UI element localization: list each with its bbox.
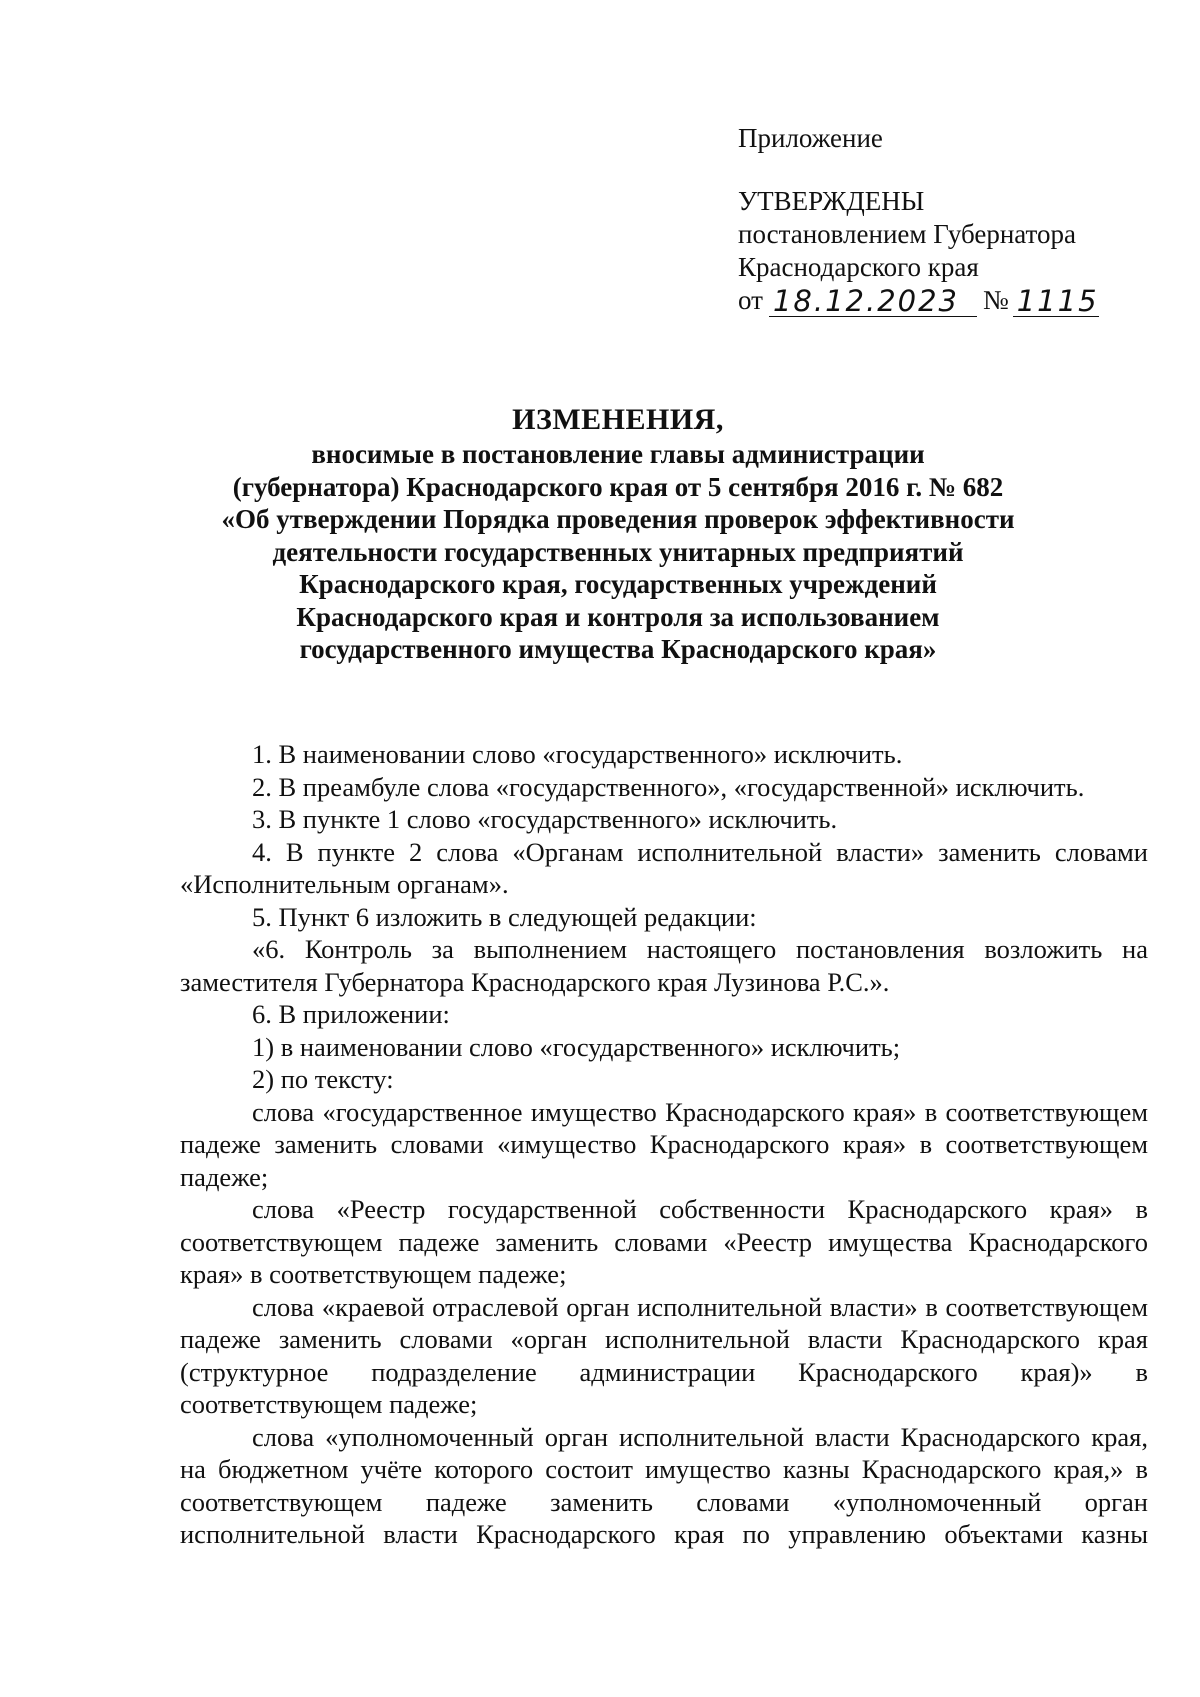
approval-block [738, 122, 1158, 317]
paragraph: 6. В приложении: [252, 999, 450, 1029]
title-line: Краснодарского края и контроля за использованием [296, 601, 940, 632]
title-line: вносимые в постановление главы администрации [311, 439, 925, 469]
approval-date-line [738, 284, 1158, 317]
approved-label: УТВЕРЖДЕНЫ [738, 186, 925, 216]
handwritten-number: 1115 [1013, 286, 1099, 317]
paragraph: 1) в наименовании слово «государственного» исключить; [252, 1031, 901, 1062]
paragraph: «6. Контроль за выполнением настоящего постановления возложить на заместителя Губернатора Краснодарского края Лузинова Р.С.». [180, 934, 1148, 997]
document-body [180, 738, 1148, 1551]
document-title [150, 402, 1086, 666]
approved-by-line-1: постановлением Губернатора [738, 219, 1076, 249]
approval-spacer [738, 155, 1158, 185]
paragraph: слова «Реестр государственной собственности Краснодарского края» в соответствующем падеже заменить словами «Реестр имущества Краснодарского края» в соответствующем падеже; [180, 1194, 1148, 1289]
paragraph: 3. В пункте 1 слово «государственного» исключить. [252, 804, 838, 834]
paragraph: 2. В преамбуле слова «государственного», «государственной» исключить. [252, 771, 1085, 802]
title-line: Краснодарского края, государственных учреждений [299, 569, 937, 599]
title-main: ИЗМЕНЕНИЯ, [512, 403, 724, 436]
handwritten-date: 18.12.2023 [769, 286, 977, 317]
from-prefix: от [738, 285, 763, 315]
paragraph: слова «краевой отраслевой орган исполнительной власти» в соответствующем падеже заменить словами «орган исполнительной власти Краснодарского края (структурное подразделение администрации Краснодарского края)» в соответствующем падеже; [180, 1291, 1148, 1419]
paragraph: 5. Пункт 6 изложить в следующей редакции: [252, 901, 757, 932]
title-line: государственного имущества Краснодарского края» [299, 634, 937, 664]
number-sign: № [982, 285, 1009, 315]
appendix-label: Приложение [738, 123, 883, 153]
paragraph: слова «уполномоченный орган исполнительной власти Краснодарского края, на бюджетном учёте которого состоит имущество казны Краснодарского края,» в соответствующем падеже заменить словами «уполномоченный орган исполнительной власти Краснодарского края по управлению объектами казны [180, 1421, 1148, 1549]
approved-by-line-2: Краснодарского края [738, 252, 979, 282]
title-line: (губернатора) Краснодарского края от 5 сентября 2016 г. № 682 [232, 471, 1004, 502]
title-line: деятельности государственных унитарных предприятий [272, 536, 964, 567]
paragraph: 4. В пункте 2 слова «Органам исполнительной власти» заменить словами «Исполнительным органам». [180, 836, 1148, 899]
paragraph: слова «государственное имущество Краснодарского края» в соответствующем падеже заменить словами «имущество Краснодарского края» в соответствующем падеже; [180, 1096, 1148, 1192]
paragraph: 1. В наименовании слово «государственного» исключить. [252, 739, 903, 769]
paragraph: 2) по тексту: [252, 1064, 394, 1094]
title-line: «Об утверждении Порядка проведения проверок эффективности [221, 504, 1015, 534]
